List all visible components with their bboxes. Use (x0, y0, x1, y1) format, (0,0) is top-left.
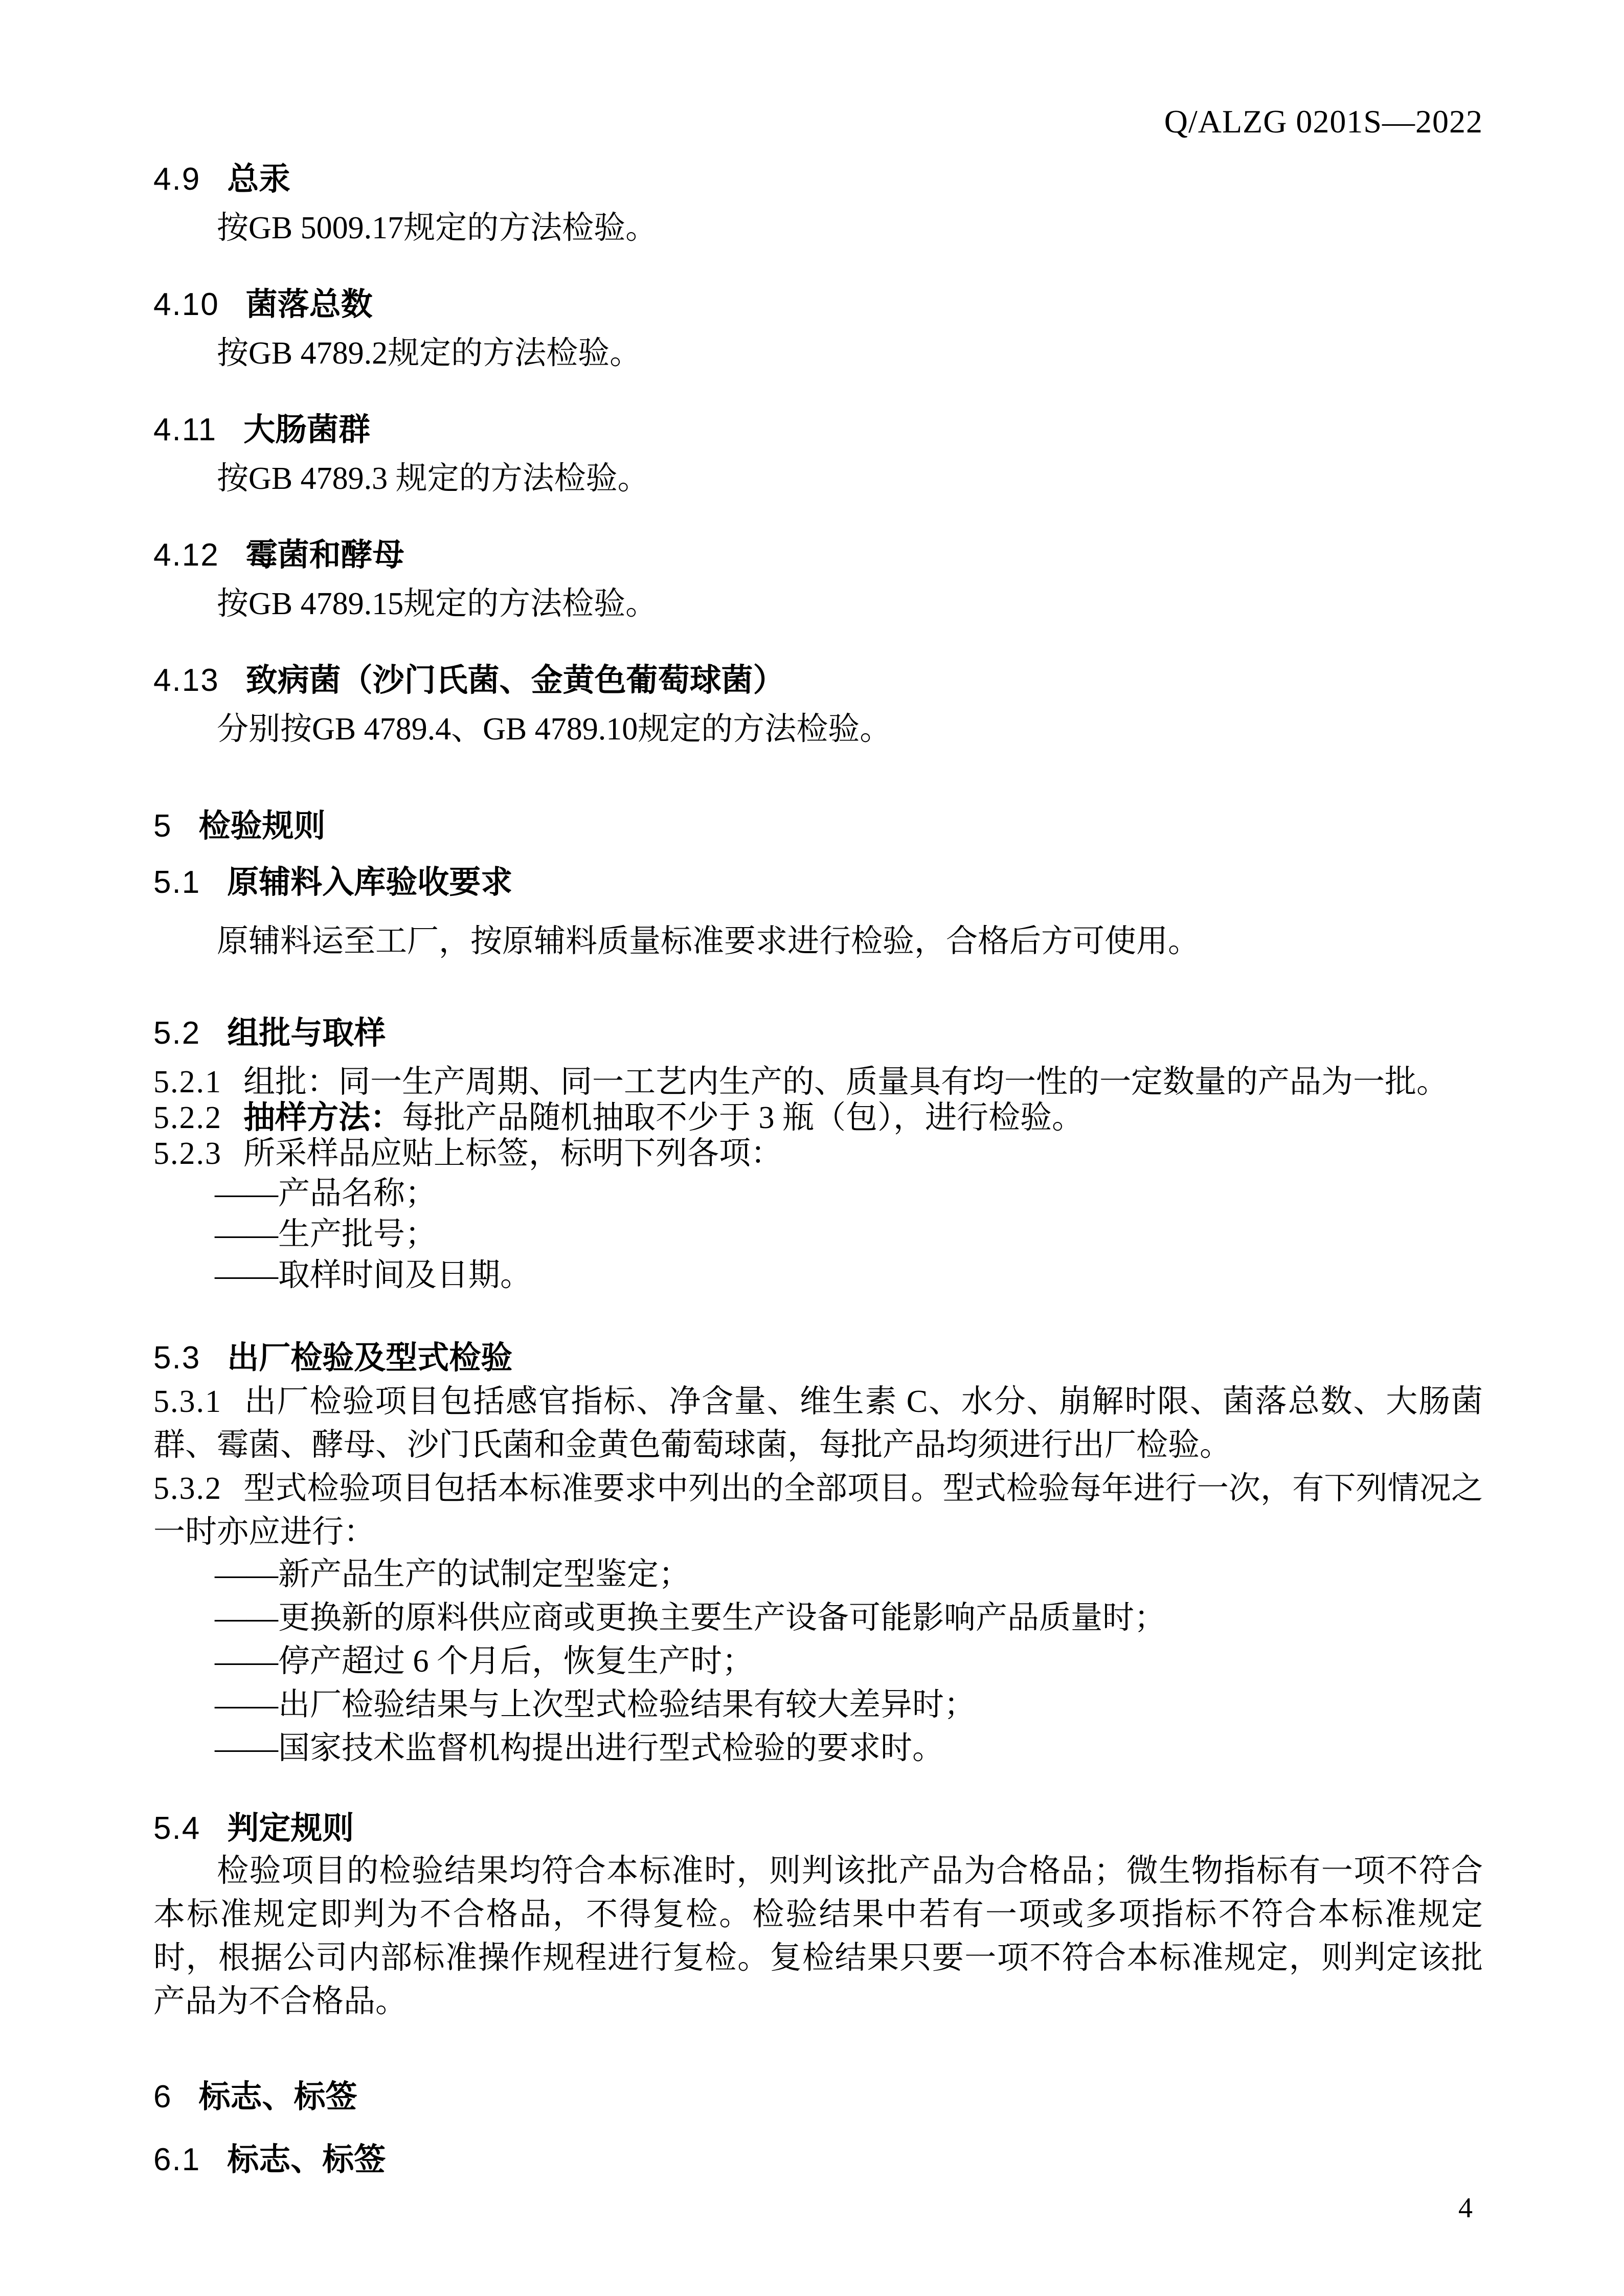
method-paragraph: 按GB 4789.2规定的方法检验。 (217, 336, 642, 371)
section-title: 致病菌（沙门氏菌、金黄色葡萄球菌） (245, 663, 785, 698)
section-heading (153, 1813, 1483, 1844)
section-title: 原辅料入库验收要求 (227, 865, 513, 900)
section-title: 标志、标签 (198, 2079, 357, 2114)
section-number: 4.13 (153, 663, 219, 698)
clause-text: 出厂检验项目包括感官指标、净含量、维生素 C、水分、崩解时限、菌落总数、大肠菌群、霉菌、酵母、沙门氏菌和金黄色葡萄球菌，每批产品均须进行出厂检验。 (153, 1384, 1483, 1462)
clause-number: 5.2.3 (153, 1136, 222, 1171)
clause-item (153, 1138, 1483, 1169)
method-paragraph: 分别按GB 4789.4、GB 4789.10规定的方法检验。 (217, 712, 892, 747)
clause-item (153, 1066, 1483, 1098)
body-paragraph: 检验项目的检验结果均符合本标准时，则判该批产品为合格品；微生物指标有一项不符合本标准规定即判为不合格品，不得复检。检验结果中若有一项或多项指标不符合本标准规定时，根据公司内部标准操作规程进行复检。复检结果只要一项不符合本标准规定，则判定该批产品为不合格品。 (153, 1854, 1483, 2019)
section-heading (153, 1342, 1483, 1374)
clause-text: 所采样品应贴上标签，标明下列各项： (243, 1136, 783, 1171)
dash-list-item: ——取样时间及日期。 (215, 1258, 532, 1293)
section-number: 4.10 (153, 287, 219, 322)
clause-paragraph (153, 1380, 1483, 1467)
chapter-heading (153, 2081, 1483, 2113)
document-code-header: Q/ALZG 0201S—2022 (1164, 103, 1483, 140)
dash-list-item: ——停产超过 6 个月后，恢复生产时； (215, 1644, 754, 1679)
section-heading (153, 414, 1483, 446)
section-heading (153, 289, 1483, 321)
section-number: 6 (153, 2079, 172, 2114)
section-title: 判定规则 (227, 1811, 354, 1846)
clause-number: 5.2.2 (153, 1100, 222, 1135)
dash-list-item: ——国家技术监督机构提出进行型式检验的要求时。 (215, 1731, 944, 1766)
section-title: 组批与取样 (227, 1016, 386, 1051)
section-number: 4.9 (153, 162, 201, 197)
dash-list-item: ——更换新的原料供应商或更换主要生产设备可能影响产品质量时； (215, 1601, 1166, 1635)
clause-bold-label: 抽样方法： (243, 1100, 402, 1135)
section-title: 检验规则 (198, 808, 326, 844)
document-body (153, 164, 1483, 2176)
section-heading (153, 164, 1483, 195)
section-number: 4.11 (153, 412, 217, 447)
document-content (153, 105, 1483, 2176)
clause-text: 型式检验项目包括本标准要求中列出的全部项目。型式检验每年进行一次，有下列情况之一时亦应进行： (153, 1471, 1483, 1549)
dash-list-item: ——产品名称； (215, 1176, 437, 1211)
section-heading (153, 665, 1483, 696)
clause-text: 组批：同一生产周期、同一工艺内生产的、质量具有均一性的一定数量的产品为一批。 (243, 1065, 1449, 1099)
section-number: 6.1 (153, 2142, 201, 2177)
section-number: 4.12 (153, 537, 219, 573)
dash-list-item: ——出厂检验结果与上次型式检验结果有较大差异时； (215, 1687, 976, 1722)
method-paragraph: 按GB 5009.17规定的方法检验。 (217, 211, 658, 245)
section-heading (153, 2144, 1483, 2176)
section-number: 5.3 (153, 1340, 201, 1376)
method-paragraph: 按GB 4789.15规定的方法检验。 (217, 587, 658, 621)
section-heading (153, 1018, 1483, 1049)
clause-number: 5.3.2 (153, 1471, 222, 1506)
method-paragraph: 按GB 4789.3 规定的方法检验。 (217, 461, 649, 496)
page-number: 4 (1458, 2192, 1473, 2224)
section-title: 霉菌和酵母 (245, 537, 404, 573)
section-number: 5.1 (153, 865, 201, 900)
section-title: 菌落总数 (245, 287, 373, 322)
dash-list-item: ——新产品生产的试制定型鉴定； (215, 1557, 691, 1592)
clause-item (153, 1102, 1483, 1134)
section-number: 5.2 (153, 1016, 201, 1051)
section-title: 大肠菌群 (243, 412, 371, 447)
clause-text: 每批产品随机抽取不少于 3 瓶（包），进行检验。 (402, 1100, 1084, 1135)
chapter-heading (153, 808, 1483, 844)
section-heading (153, 539, 1483, 571)
section-title: 标志、标签 (227, 2142, 386, 2177)
section-heading (153, 867, 1483, 898)
clause-paragraph (153, 1467, 1483, 1554)
section-title: 总汞 (227, 162, 291, 197)
method-paragraph: 原辅料运至工厂，按原辅料质量标准要求进行检验，合格后方可使用。 (217, 924, 1200, 959)
section-number: 5 (153, 808, 172, 844)
section-number: 5.4 (153, 1811, 201, 1846)
clause-number: 5.3.1 (153, 1384, 222, 1419)
clause-number: 5.2.1 (153, 1065, 222, 1099)
dash-list-item: ——生产批号； (215, 1217, 437, 1252)
section-title: 出厂检验及型式检验 (227, 1340, 513, 1376)
